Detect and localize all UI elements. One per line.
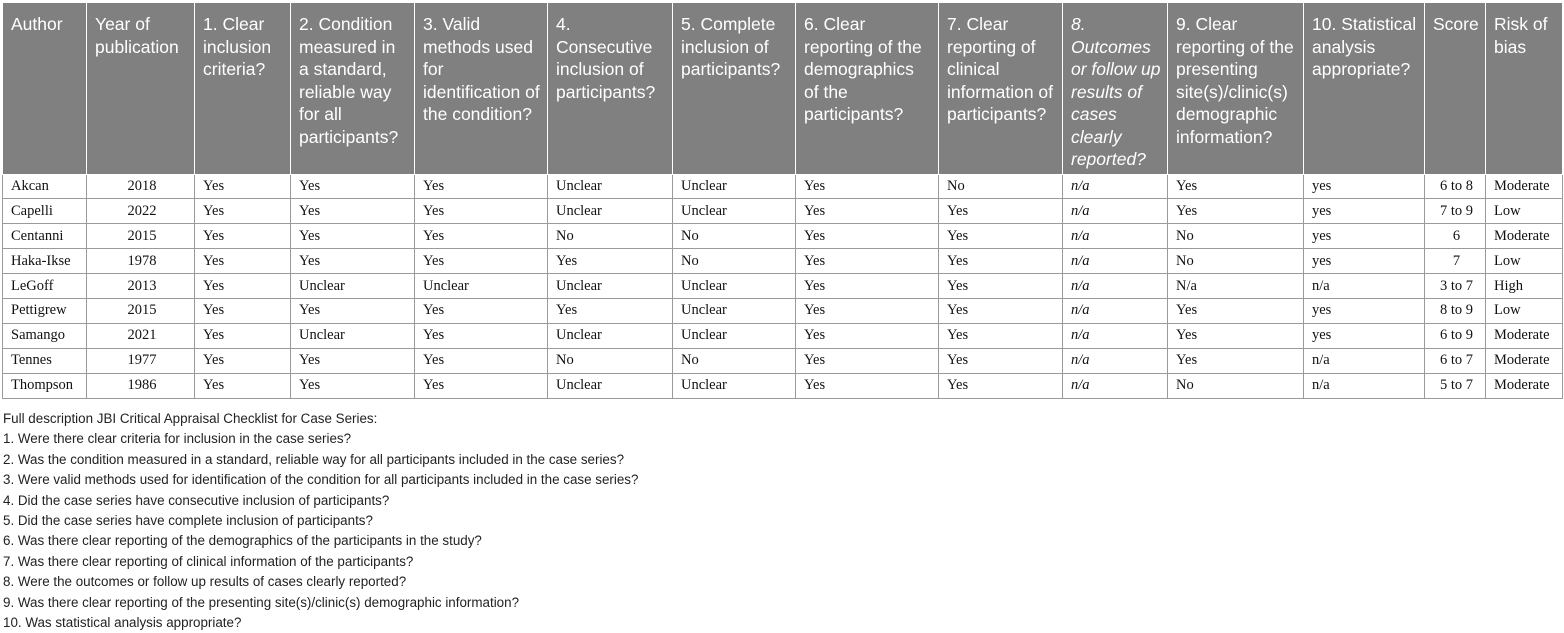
header-score: Score (1425, 3, 1486, 175)
note-item: 3. Were valid methods used for identification of the condition for all participants included in the case series? (3, 472, 639, 488)
cell-q9: No (1168, 224, 1304, 249)
header-author: Author (3, 3, 87, 175)
cell-q7: Yes (939, 348, 1063, 373)
table-row (3, 199, 1563, 224)
cell-q7: Yes (939, 373, 1063, 398)
cell-q10: yes (1304, 323, 1425, 348)
cell-q3: Yes (415, 249, 548, 274)
cell-q4: Unclear (548, 323, 673, 348)
cell-q6: Yes (796, 348, 939, 373)
cell-q9: N/a (1168, 274, 1304, 299)
cell-q8: n/a (1063, 274, 1168, 299)
cell-risk-of-bias: Low (1486, 199, 1563, 224)
note-item: 5. Did the case series have complete inclusion of participants? (3, 513, 373, 529)
cell-author: Centanni (3, 224, 87, 249)
cell-year: 1986 (87, 373, 195, 398)
cell-q3: Yes (415, 199, 548, 224)
cell-score: 7 (1425, 249, 1486, 274)
cell-q5: Unclear (673, 274, 796, 299)
cell-q4: Yes (548, 298, 673, 323)
cell-q4: Yes (548, 249, 673, 274)
cell-year: 1977 (87, 348, 195, 373)
cell-q1: Yes (195, 323, 291, 348)
cell-q5: Unclear (673, 323, 796, 348)
cell-author: Haka-Ikse (3, 249, 87, 274)
note-item: 9. Was there clear reporting of the presenting site(s)/clinic(s) demographic information? (3, 594, 520, 610)
header-year: Year of publication (87, 3, 195, 175)
cell-q2: Yes (291, 348, 415, 373)
table-row (3, 348, 1563, 373)
cell-q7: Yes (939, 298, 1063, 323)
cell-author: Samango (3, 323, 87, 348)
cell-score: 8 to 9 (1425, 298, 1486, 323)
cell-q9: Yes (1168, 348, 1304, 373)
checklist-notes (3, 409, 638, 633)
cell-author: Thompson (3, 373, 87, 398)
cell-q9: Yes (1168, 199, 1304, 224)
cell-q6: Yes (796, 373, 939, 398)
cell-q10: yes (1304, 298, 1425, 323)
cell-q8: n/a (1063, 199, 1168, 224)
cell-year: 2021 (87, 323, 195, 348)
cell-author: Capelli (3, 199, 87, 224)
cell-q6: Yes (796, 298, 939, 323)
table-row (3, 373, 1563, 398)
cell-q3: Yes (415, 373, 548, 398)
cell-risk-of-bias: Moderate (1486, 224, 1563, 249)
cell-q6: Yes (796, 249, 939, 274)
cell-q8: n/a (1063, 323, 1168, 348)
cell-q8: n/a (1063, 373, 1168, 398)
cell-q6: Yes (796, 224, 939, 249)
cell-q4: Unclear (548, 373, 673, 398)
cell-q10: yes (1304, 199, 1425, 224)
cell-q6: Yes (796, 274, 939, 299)
cell-q5: No (673, 348, 796, 373)
cell-risk-of-bias: Moderate (1486, 348, 1563, 373)
note-item: 2. Was the condition measured in a standard, reliable way for all participants included in the case series? (3, 451, 625, 467)
cell-q9: Yes (1168, 298, 1304, 323)
cell-q3: Yes (415, 323, 548, 348)
cell-q6: Yes (796, 199, 939, 224)
cell-q1: Yes (195, 249, 291, 274)
cell-q10: yes (1304, 174, 1425, 199)
cell-q10: yes (1304, 224, 1425, 249)
cell-q8: n/a (1063, 348, 1168, 373)
cell-q7: No (939, 174, 1063, 199)
header-q9: 9. Clear reporting of the presenting site(s)/clinic(s) demographic information? (1168, 3, 1304, 175)
cell-risk-of-bias: High (1486, 274, 1563, 299)
cell-q4: Unclear (548, 274, 673, 299)
cell-q7: Yes (939, 224, 1063, 249)
cell-risk-of-bias: Low (1486, 249, 1563, 274)
cell-q1: Yes (195, 199, 291, 224)
cell-score: 5 to 7 (1425, 373, 1486, 398)
cell-risk-of-bias: Moderate (1486, 323, 1563, 348)
header-q3: 3. Valid methods used for identification of the condition? (415, 3, 548, 175)
cell-q2: Unclear (291, 274, 415, 299)
cell-risk-of-bias: Moderate (1486, 373, 1563, 398)
cell-q1: Yes (195, 348, 291, 373)
cell-q1: Yes (195, 298, 291, 323)
cell-q5: No (673, 224, 796, 249)
header-q10: 10. Statistical analysis appropriate? (1304, 3, 1425, 175)
table-body (3, 174, 1563, 398)
header-q7: 7. Clear reporting of clinical information of participants? (939, 3, 1063, 175)
cell-q2: Yes (291, 249, 415, 274)
table-row (3, 174, 1563, 199)
cell-q10: yes (1304, 249, 1425, 274)
cell-q2: Unclear (291, 323, 415, 348)
cell-author: Tennes (3, 348, 87, 373)
cell-q6: Yes (796, 174, 939, 199)
header-row (3, 3, 1563, 175)
cell-q9: No (1168, 373, 1304, 398)
cell-q9: Yes (1168, 323, 1304, 348)
cell-q2: Yes (291, 298, 415, 323)
cell-score: 6 (1425, 224, 1486, 249)
cell-q2: Yes (291, 174, 415, 199)
cell-q8: n/a (1063, 224, 1168, 249)
cell-year: 2018 (87, 174, 195, 199)
cell-score: 6 to 8 (1425, 174, 1486, 199)
cell-q4: No (548, 224, 673, 249)
table-row (3, 298, 1563, 323)
cell-q4: No (548, 348, 673, 373)
cell-q8: n/a (1063, 249, 1168, 274)
cell-q7: Yes (939, 274, 1063, 299)
table-row (3, 323, 1563, 348)
header-q6: 6. Clear reporting of the demographics of the participants? (796, 3, 939, 175)
cell-q3: Yes (415, 224, 548, 249)
header-q2: 2. Condition measured in a standard, reliable way for all participants? (291, 3, 415, 175)
note-item: 8. Were the outcomes or follow up results of cases clearly reported? (3, 574, 407, 590)
notes-title: Full description JBI Critical Appraisal Checklist for Case Series: (3, 411, 378, 426)
cell-year: 2022 (87, 199, 195, 224)
header-q4: 4. Consecutive inclusion of participants? (548, 3, 673, 175)
cell-q10: n/a (1304, 274, 1425, 299)
cell-q7: Yes (939, 249, 1063, 274)
cell-q3: Yes (415, 348, 548, 373)
cell-year: 2015 (87, 224, 195, 249)
table-row (3, 224, 1563, 249)
cell-q3: Yes (415, 298, 548, 323)
cell-year: 2015 (87, 298, 195, 323)
cell-score: 7 to 9 (1425, 199, 1486, 224)
cell-score: 3 to 7 (1425, 274, 1486, 299)
cell-q1: Yes (195, 174, 291, 199)
cell-q10: n/a (1304, 373, 1425, 398)
cell-q9: No (1168, 249, 1304, 274)
header-q8: 8. Outcomes or follow up results of cases clearly reported? (1063, 3, 1168, 175)
cell-q7: Yes (939, 323, 1063, 348)
cell-score: 6 to 7 (1425, 348, 1486, 373)
cell-q8: n/a (1063, 298, 1168, 323)
cell-q8: n/a (1063, 174, 1168, 199)
table-container (2, 2, 1562, 399)
cell-q10: n/a (1304, 348, 1425, 373)
note-item: 7. Was there clear reporting of clinical information of the participants? (3, 553, 414, 569)
cell-risk-of-bias: Low (1486, 298, 1563, 323)
cell-author: LeGoff (3, 274, 87, 299)
cell-q6: Yes (796, 323, 939, 348)
cell-q2: Yes (291, 373, 415, 398)
cell-q4: Unclear (548, 199, 673, 224)
cell-q5: No (673, 249, 796, 274)
cell-year: 1978 (87, 249, 195, 274)
cell-q2: Yes (291, 224, 415, 249)
cell-q5: Unclear (673, 174, 796, 199)
header-risk-of-bias: Risk of bias (1486, 3, 1563, 175)
cell-q3: Unclear (415, 274, 548, 299)
table-row (3, 274, 1563, 299)
cell-q1: Yes (195, 274, 291, 299)
note-item: 10. Was statistical analysis appropriate? (3, 615, 242, 631)
note-item: 4. Did the case series have consecutive inclusion of participants? (3, 492, 390, 508)
cell-q2: Yes (291, 199, 415, 224)
cell-risk-of-bias: Moderate (1486, 174, 1563, 199)
cell-q9: Yes (1168, 174, 1304, 199)
header-q5: 5. Complete inclusion of participants? (673, 3, 796, 175)
cell-q5: Unclear (673, 373, 796, 398)
cell-q5: Unclear (673, 199, 796, 224)
cell-q4: Unclear (548, 174, 673, 199)
cell-author: Pettigrew (3, 298, 87, 323)
header-q1: 1. Clear inclusion criteria? (195, 3, 291, 175)
cell-q7: Yes (939, 199, 1063, 224)
cell-q1: Yes (195, 224, 291, 249)
table-row (3, 249, 1563, 274)
note-item: 1. Were there clear criteria for inclusion in the case series? (3, 431, 352, 447)
cell-author: Akcan (3, 174, 87, 199)
cell-year: 2013 (87, 274, 195, 299)
cell-q3: Yes (415, 174, 548, 199)
jbi-appraisal-table (2, 2, 1563, 399)
cell-score: 6 to 9 (1425, 323, 1486, 348)
cell-q1: Yes (195, 373, 291, 398)
cell-q5: Unclear (673, 298, 796, 323)
note-item: 6. Was there clear reporting of the demographics of the participants in the study? (3, 533, 482, 549)
